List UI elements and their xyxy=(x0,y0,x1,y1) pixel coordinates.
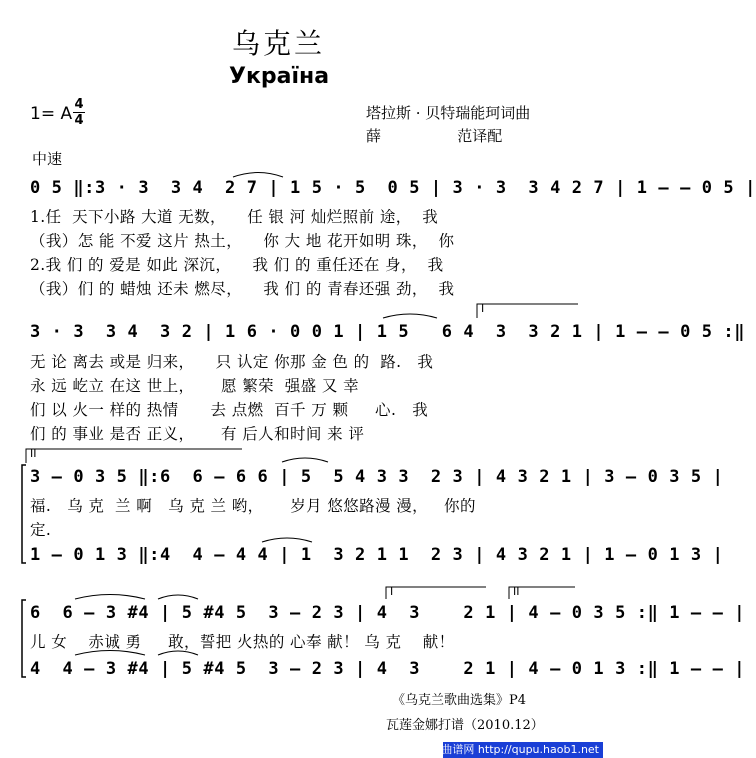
volta-1b-bracket xyxy=(386,587,486,599)
volta-2-bracket xyxy=(26,449,242,463)
system-3-lyric-2: 定. xyxy=(30,521,52,539)
system-1-lyric-1: 1.任 天下小路 大道 无数， 任 银 河 灿烂照前 途， 我 xyxy=(30,208,439,226)
system-3-lower-notes: 1 – 0 1 3 ‖:4 4 – 4 4 | 1 3 2 1 1 2 3 | 4 3 2 1 | 1 – 0 1 3 | xyxy=(30,545,724,565)
key-signature: 1= A xyxy=(30,104,73,124)
system-2-lyric-1: 无 论 离去 或是 归来， 只 认定 你那 金 色 的 路. 我 xyxy=(30,353,434,371)
system-1-lyric-3: 2.我 们 的 爱是 如此 深沉， 我 们 的 重任还在 身， 我 xyxy=(30,256,444,274)
time-signature-bottom: 4 xyxy=(74,113,84,128)
credit-lyricist-composer: 塔拉斯 · 贝特瑞能珂词曲 xyxy=(366,104,531,122)
system-2-notes: 3 · 3 3 4 3 2 | 1 6 · 0 0 1 | 1 5 6 4 3 3 2 1 | 1 – – 0 5 :‖ xyxy=(30,322,746,342)
tempo-marking: 中速 xyxy=(32,150,63,168)
slur-7 xyxy=(75,651,145,656)
system-2-lyric-4: 们 的 事业 是否 正义， 有 后人和时间 来 评 xyxy=(30,425,365,443)
transcriber-credit: 瓦莲金娜打谱（2010.12） xyxy=(386,718,544,733)
volta-1-bracket xyxy=(477,304,578,318)
system-3-upper-notes: 3 – 0 3 5 ‖:6 6 – 6 6 | 5 5 4 3 3 2 3 | 4 3 2 1 | 3 – 0 3 5 | xyxy=(30,467,724,487)
slur-1 xyxy=(233,173,283,178)
time-signature-top: 4 xyxy=(74,97,84,112)
volta-2b-bracket xyxy=(509,587,575,599)
slur-4 xyxy=(262,538,312,542)
slur-6 xyxy=(158,595,198,599)
system-2-lyric-3: 们 以 火一 样的 热情 去 点燃 百千 万 颗 心. 我 xyxy=(30,401,429,419)
volta-2b-label: II xyxy=(513,585,520,598)
system-4-lower-notes: 4 4 – 3 #4 | 5 #4 5 3 – 2 3 | 4 3 2 1 | 4 – 0 1 3 :‖ 1 – – | xyxy=(30,659,746,679)
volta-1b-label: I xyxy=(390,585,394,598)
slur-5 xyxy=(75,595,145,600)
watermark-text: 曲谱上传于中国曲谱网 http://qupu.haob1.net xyxy=(364,743,599,756)
system-1-lyric-2: （我）怎 能 不爱 这片 热土， 你 大 地 花开如明 珠， 你 xyxy=(30,232,455,250)
system-4-brace xyxy=(22,600,26,677)
system-4-lyric-1: 儿 女 赤诚 勇 敢，誓把 火热的 心奉 献！ 乌 克 献！ xyxy=(30,633,455,651)
volta-2-label: II xyxy=(30,447,37,460)
slur-3 xyxy=(282,458,328,462)
system-1-notes: 0 5 ‖:3 · 3 3 4 2 7 | 1 5 · 5 0 5 | 3 · 3 3 4 2 7 | 1 – – 0 5 | xyxy=(30,178,756,198)
song-title: 乌克兰 xyxy=(232,27,326,60)
system-3-brace xyxy=(22,465,26,563)
slur-2 xyxy=(383,314,437,318)
volta-1-label: I xyxy=(481,302,485,315)
system-2-lyric-2: 永 远 屹立 在这 世上， 愿 繁荣 强盛 又 幸 xyxy=(30,377,359,395)
system-4-upper-notes: 6 6 – 3 #4 | 5 #4 5 3 – 2 3 | 4 3 2 1 | 4 – 0 3 5 :‖ 1 – – | xyxy=(30,603,746,623)
source-citation: 《乌克兰歌曲选集》P4 xyxy=(392,693,527,708)
system-3-lyric-1: 福. 乌 克 兰 啊 乌 克 兰 哟， 岁月 悠悠路漫 漫， 你的 xyxy=(30,497,476,515)
credit-translator: 薛 范译配 xyxy=(366,127,503,145)
song-subtitle-ukrainian: Україна xyxy=(229,64,330,89)
slur-8 xyxy=(158,651,198,655)
system-1-lyric-4: （我）们 的 蜡烛 还未 燃尽， 我 们 的 青春还强 劲， 我 xyxy=(30,280,455,298)
